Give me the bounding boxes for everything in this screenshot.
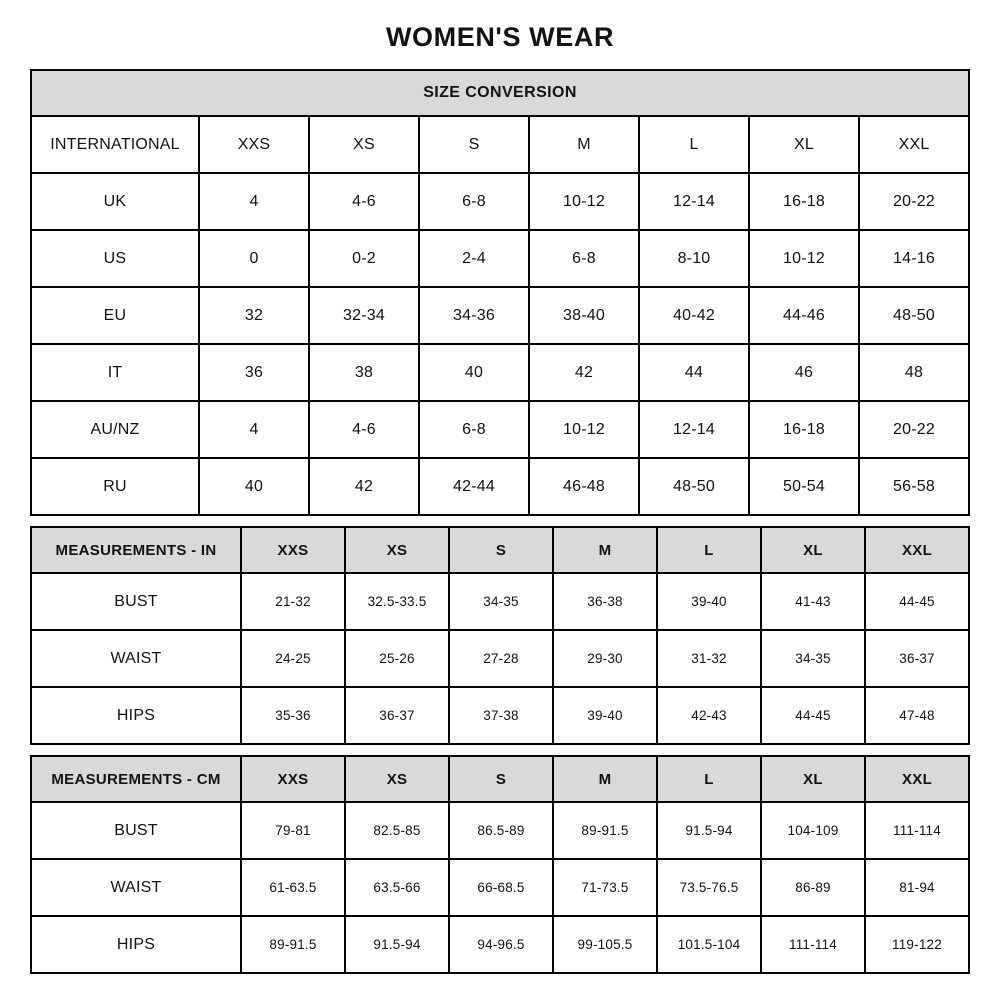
table-cell: 79-81 [241,802,345,859]
table-row [31,458,969,515]
table-cell: 99-105.5 [553,916,657,973]
table-cell: 42 [309,458,419,515]
table-cell: 6-8 [419,401,529,458]
page-title: WOMEN'S WEAR [385,22,615,52]
column-header: M [553,756,657,802]
row-label: BUST [31,573,241,630]
table-cell: 32-34 [309,287,419,344]
table-cell: 89-91.5 [553,802,657,859]
size-conversion-table [30,69,970,516]
table-cell: 32.5-33.5 [345,573,449,630]
table-cell: 73.5-76.5 [657,859,761,916]
table-cell: 4 [199,401,309,458]
table-cell: 44-45 [865,573,969,630]
table-cell: 35-36 [241,687,345,744]
table-cell: 44 [639,344,749,401]
table-row [31,859,969,916]
table-cell: 24-25 [241,630,345,687]
table-cell: 38-40 [529,287,639,344]
table-row [31,287,969,344]
row-label: INTERNATIONAL [31,116,199,173]
table-cell: 86.5-89 [449,802,553,859]
table-cell: 36-38 [553,573,657,630]
table-cell: 89-91.5 [241,916,345,973]
table-cell: 0-2 [309,230,419,287]
table-cell: 39-40 [657,573,761,630]
row-label: UK [31,173,199,230]
table-cell: 34-36 [419,287,529,344]
table-cell: 16-18 [749,401,859,458]
table-cell: 61-63.5 [241,859,345,916]
row-label: BUST [31,802,241,859]
column-header: XXL [865,756,969,802]
row-label: IT [31,344,199,401]
table-cell: 111-114 [761,916,865,973]
row-label: HIPS [31,916,241,973]
table-cell: 47-48 [865,687,969,744]
table-cell: 104-109 [761,802,865,859]
table-cell: 6-8 [529,230,639,287]
table-cell: 40 [419,344,529,401]
table-cell: 29-30 [553,630,657,687]
row-label: HIPS [31,687,241,744]
table-cell: 36-37 [345,687,449,744]
table-cell: 119-122 [865,916,969,973]
column-header: XL [761,756,865,802]
measurements-in-table [30,526,970,745]
column-header: XXL [865,527,969,573]
table-header-row [31,756,969,802]
table-cell: 63.5-66 [345,859,449,916]
column-header: S [449,527,553,573]
table-row [31,401,969,458]
table-cell: 46 [749,344,859,401]
table-row [31,173,969,230]
table-cell: 46-48 [529,458,639,515]
table-cell: 48 [859,344,969,401]
table-cell: 94-96.5 [449,916,553,973]
table-cell: 12-14 [639,401,749,458]
table-cell: 44-45 [761,687,865,744]
table-cell: 10-12 [529,401,639,458]
table-cell: 34-35 [449,573,553,630]
measurements-cm-header: MEASUREMENTS - CM [31,756,241,802]
measurements-in-header: MEASUREMENTS - IN [31,527,241,573]
table-cell: 36-37 [865,630,969,687]
table-cell: 44-46 [749,287,859,344]
table-cell: 91.5-94 [345,916,449,973]
table-cell: 38 [309,344,419,401]
column-header: XS [345,756,449,802]
column-header: XXS [241,756,345,802]
table-cell: 48-50 [859,287,969,344]
table-cell: 42-43 [657,687,761,744]
table-cell: 40-42 [639,287,749,344]
table-cell: 16-18 [749,173,859,230]
table-row [31,687,969,744]
table-row [31,344,969,401]
table-cell: XXL [859,116,969,173]
column-header: L [657,527,761,573]
table-cell: 6-8 [419,173,529,230]
table-cell: 25-26 [345,630,449,687]
table-cell: 20-22 [859,401,969,458]
table-header-row [31,527,969,573]
row-label: WAIST [31,859,241,916]
table-cell: 20-22 [859,173,969,230]
table-cell: 12-14 [639,173,749,230]
table-cell: 32 [199,287,309,344]
size-conversion-header: SIZE CONVERSION [31,70,969,116]
row-label: US [31,230,199,287]
table-cell: 101.5-104 [657,916,761,973]
row-label: WAIST [31,630,241,687]
table-cell: S [419,116,529,173]
table-cell: 14-16 [859,230,969,287]
table-cell: 48-50 [639,458,749,515]
table-cell: XS [309,116,419,173]
table-cell: 37-38 [449,687,553,744]
table-cell: 111-114 [865,802,969,859]
row-label: AU/NZ [31,401,199,458]
column-header: XL [761,527,865,573]
table-cell: 36 [199,344,309,401]
table-cell: 8-10 [639,230,749,287]
table-cell: 41-43 [761,573,865,630]
table-cell: 31-32 [657,630,761,687]
table-cell: L [639,116,749,173]
table-cell: 21-32 [241,573,345,630]
table-cell: 82.5-85 [345,802,449,859]
column-header: S [449,756,553,802]
column-header: XS [345,527,449,573]
table-cell: 81-94 [865,859,969,916]
table-cell: 42-44 [419,458,529,515]
table-cell: 66-68.5 [449,859,553,916]
table-cell: 39-40 [553,687,657,744]
table-cell: 86-89 [761,859,865,916]
table-cell: 4 [199,173,309,230]
column-header: L [657,756,761,802]
table-row [31,116,969,173]
table-row [31,630,969,687]
table-row [31,916,969,973]
table-cell: 71-73.5 [553,859,657,916]
table-cell: 40 [199,458,309,515]
row-label: EU [31,287,199,344]
table-cell: 34-35 [761,630,865,687]
table-cell: M [529,116,639,173]
measurements-cm-table [30,755,970,974]
table-row [31,802,969,859]
row-label: RU [31,458,199,515]
table-row [31,573,969,630]
table-cell: 91.5-94 [657,802,761,859]
table-cell: 4-6 [309,401,419,458]
table-cell: 50-54 [749,458,859,515]
table-cell: XL [749,116,859,173]
column-header: M [553,527,657,573]
table-cell: 42 [529,344,639,401]
table-cell: 0 [199,230,309,287]
table-cell: 27-28 [449,630,553,687]
table-cell: 10-12 [529,173,639,230]
table-cell: 4-6 [309,173,419,230]
table-cell: 56-58 [859,458,969,515]
table-row [31,230,969,287]
table-cell: XXS [199,116,309,173]
column-header: XXS [241,527,345,573]
table-cell: 2-4 [419,230,529,287]
table-cell: 10-12 [749,230,859,287]
